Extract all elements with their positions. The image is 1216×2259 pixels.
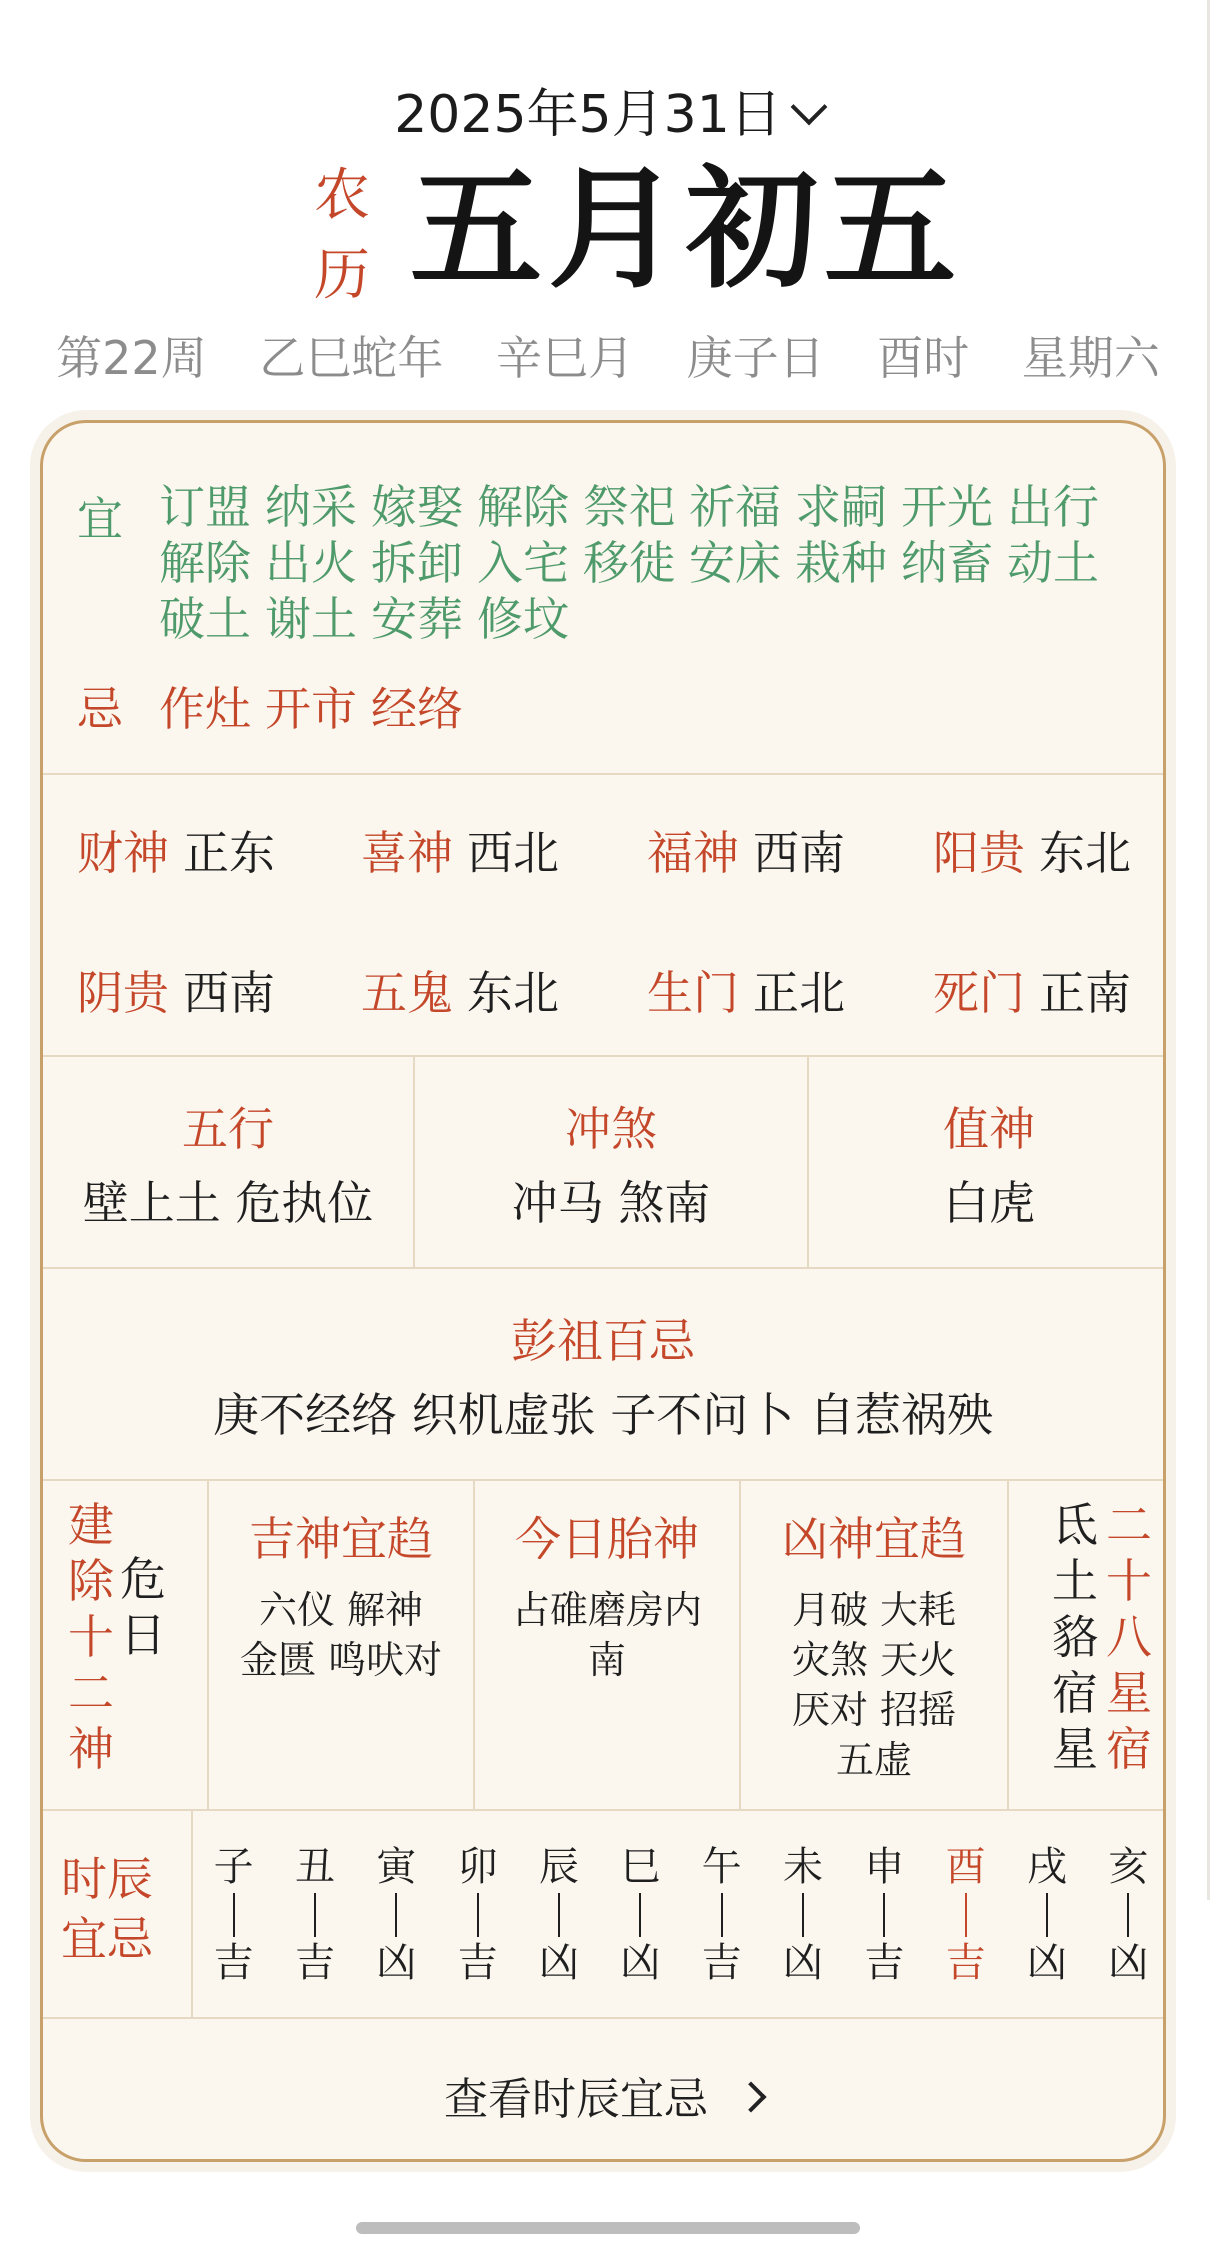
xiongshen-title: 凶神宜趋 xyxy=(782,1512,966,1566)
hour-branch: 子 xyxy=(213,1844,254,1890)
view-hours-button[interactable] xyxy=(43,2063,1163,2127)
yi-item: 栽种 xyxy=(795,536,887,590)
god-shengmen xyxy=(647,957,845,1023)
hour-separator xyxy=(233,1893,235,1937)
hour-separator xyxy=(883,1893,885,1937)
jishen-title: 吉神宜趋 xyxy=(249,1512,433,1566)
ji-item: 开市 xyxy=(265,682,357,736)
xiusu-value-char: 貉 xyxy=(1052,1610,1098,1664)
god-value: 正北 xyxy=(753,966,845,1020)
god-yanggui xyxy=(933,817,1131,883)
xiusu-title xyxy=(1103,1497,1155,1777)
yi-item: 破土 xyxy=(159,592,251,646)
hour-branch: 丑 xyxy=(295,1844,335,1890)
jianchu-value xyxy=(117,1551,169,1663)
yi-item: 动土 xyxy=(1007,536,1099,590)
hour-separator xyxy=(965,1893,967,1937)
ji-list xyxy=(159,673,477,739)
xiusu-title-char: 八 xyxy=(1106,1610,1152,1664)
hour-branch: 未 xyxy=(783,1844,823,1890)
hour-branch: 午 xyxy=(701,1844,742,1890)
hour-luck: 吉 xyxy=(213,1940,254,1986)
yi-ji-section xyxy=(43,423,1163,773)
hour-item[interactable] xyxy=(204,1844,264,1986)
xiongshen-value xyxy=(741,1585,1007,1785)
wuxing-value: 壁上土 危执位 xyxy=(82,1176,374,1230)
yi-item: 拆卸 xyxy=(371,536,463,590)
jianchu-title-char: 神 xyxy=(68,1722,114,1776)
yi-item: 出行 xyxy=(1007,480,1099,534)
hour-item[interactable] xyxy=(1098,1844,1158,1986)
divider xyxy=(43,2017,1163,2019)
yi-item: 祭祀 xyxy=(583,480,675,534)
gods-section xyxy=(43,775,1163,1055)
divider xyxy=(807,1057,809,1267)
yi-label: 宜 xyxy=(77,492,123,546)
god-value: 正东 xyxy=(183,826,275,880)
god-wugui xyxy=(361,957,559,1023)
solar-date: 2025年5月31日 xyxy=(394,85,782,145)
divider xyxy=(413,1057,415,1267)
yi-item: 开光 xyxy=(901,480,993,534)
hour-separator xyxy=(802,1893,804,1937)
jishen-value xyxy=(209,1585,473,1685)
hour-separator xyxy=(477,1893,479,1937)
hour-separator xyxy=(721,1893,723,1937)
god-simen xyxy=(933,957,1131,1023)
yi-item: 谢土 xyxy=(265,592,357,646)
hour-item[interactable] xyxy=(610,1844,670,1986)
xiusu-value xyxy=(1049,1497,1101,1777)
ji-item: 经络 xyxy=(371,682,463,736)
yi-item: 求嗣 xyxy=(795,480,887,534)
hour-item[interactable] xyxy=(1017,1844,1077,1986)
hour-item[interactable] xyxy=(529,1844,589,1986)
hour-item[interactable] xyxy=(773,1844,833,1986)
lunar-tag-char: 历 xyxy=(314,243,370,308)
xiusu-value-char: 氐 xyxy=(1052,1498,1098,1552)
god-fushen xyxy=(647,817,845,883)
jianchu-title-chars xyxy=(65,1497,117,1777)
hour-luck: 凶 xyxy=(783,1940,823,1986)
hour-luck: 凶 xyxy=(376,1940,417,1986)
xiongshen-line: 厌对 招摇 xyxy=(791,1688,957,1732)
hour-ganzhi: 酉时 xyxy=(877,331,970,385)
hours-label-lines xyxy=(57,1849,157,1969)
xiusu-title-char: 十 xyxy=(1106,1554,1152,1608)
xiusu-value-chars xyxy=(1049,1497,1101,1777)
pengzu-value: 庚不经络 织机虚张 子不问卜 自惹祸殃 xyxy=(213,1388,993,1442)
jianchu-value-char: 危 xyxy=(120,1552,166,1606)
hours-label-line: 时辰 xyxy=(61,1852,153,1906)
jianchu-title-char: 十 xyxy=(68,1610,114,1664)
scrollbar[interactable] xyxy=(1207,0,1210,1900)
wuxing-title: 五行 xyxy=(182,1102,274,1156)
god-value: 西南 xyxy=(183,966,275,1020)
hour-branch: 巳 xyxy=(620,1844,661,1890)
hour-luck: 凶 xyxy=(620,1940,661,1986)
lunar-date: 五月初五 xyxy=(410,152,962,307)
god-value: 正南 xyxy=(1039,966,1131,1020)
yi-item: 纳畜 xyxy=(901,536,993,590)
xiusu-value-char: 星 xyxy=(1052,1722,1098,1776)
hours-label-line: 宜忌 xyxy=(61,1912,153,1966)
hour-separator xyxy=(1127,1893,1129,1937)
year-ganzhi: 乙巳蛇年 xyxy=(259,331,444,385)
god-key: 五鬼 xyxy=(361,966,453,1020)
god-key: 阳贵 xyxy=(933,826,1025,880)
xiongshen-line: 灾煞 天火 xyxy=(791,1638,957,1682)
taishen-title: 今日胎神 xyxy=(515,1512,699,1566)
yi-item: 解除 xyxy=(159,536,251,590)
chevron-down-icon xyxy=(790,89,827,126)
week-number: 第22周 xyxy=(56,331,207,385)
hour-item[interactable] xyxy=(936,1844,996,1986)
yi-item: 修坟 xyxy=(477,592,569,646)
xiusu-value-char: 宿 xyxy=(1052,1666,1098,1720)
ji-label: 忌 xyxy=(77,682,123,736)
taishen-line: 占碓磨房内 xyxy=(511,1588,702,1632)
hour-item[interactable] xyxy=(366,1844,426,1986)
hour-item[interactable] xyxy=(692,1844,752,1986)
day-ganzhi: 庚子日 xyxy=(686,331,825,385)
hour-separator xyxy=(395,1893,397,1937)
xiongshen-line: 月破 大耗 xyxy=(791,1588,957,1632)
xiusu-title-char: 二 xyxy=(1106,1498,1152,1552)
chongsha-value: 冲马 煞南 xyxy=(511,1176,711,1230)
yi-item: 移徙 xyxy=(583,536,675,590)
yi-item: 订盟 xyxy=(159,480,251,534)
hour-branch: 酉 xyxy=(945,1844,986,1890)
month-ganzhi: 辛巳月 xyxy=(495,331,634,385)
jishen-line: 六仪 解神 xyxy=(258,1588,424,1632)
yi-item: 入宅 xyxy=(477,536,569,590)
xiusu-title-char: 星 xyxy=(1106,1666,1152,1720)
jianchu-title-char: 除 xyxy=(68,1554,114,1608)
hour-branch: 申 xyxy=(864,1844,905,1890)
ganzhi-info xyxy=(0,322,1216,388)
jianchu-value-char: 日 xyxy=(120,1608,166,1662)
jianchu-title xyxy=(65,1497,117,1777)
hour-item[interactable] xyxy=(285,1844,345,1986)
pengzu-section xyxy=(43,1269,1163,1479)
yi-item: 纳采 xyxy=(265,480,357,534)
yi-item: 安葬 xyxy=(371,592,463,646)
chevron-right-icon xyxy=(735,2081,766,2112)
hour-luck: 凶 xyxy=(1108,1940,1149,1986)
hour-branch: 辰 xyxy=(539,1844,579,1890)
hour-branch: 卯 xyxy=(457,1844,498,1890)
home-indicator[interactable] xyxy=(356,2222,860,2234)
shen-row xyxy=(43,1481,1163,1809)
hours-section xyxy=(43,1811,1163,2017)
hour-luck: 吉 xyxy=(295,1940,335,1986)
info-row xyxy=(43,1057,1163,1267)
hour-separator xyxy=(314,1893,316,1937)
hour-separator xyxy=(639,1893,641,1937)
jishen-line: 金匮 鸣吠对 xyxy=(239,1638,443,1682)
hour-separator xyxy=(558,1893,560,1937)
zhishen-value: 白虎 xyxy=(943,1176,1035,1230)
weekday: 星期六 xyxy=(1021,331,1160,385)
taishen-line: 南 xyxy=(587,1638,626,1682)
god-xishen xyxy=(361,817,559,883)
yi-item: 出火 xyxy=(265,536,357,590)
god-key: 福神 xyxy=(647,826,739,880)
yi-item: 安床 xyxy=(689,536,781,590)
hour-branch: 戌 xyxy=(1027,1844,1067,1890)
jianchu-title-char: 二 xyxy=(68,1666,114,1720)
hour-branch: 亥 xyxy=(1108,1844,1149,1890)
xiusu-title-char: 宿 xyxy=(1106,1722,1152,1776)
hour-luck: 吉 xyxy=(864,1940,905,1986)
lunar-tag-char: 农 xyxy=(314,163,370,228)
view-hours-label: 查看时辰宜忌 xyxy=(444,2074,708,2125)
god-key: 生门 xyxy=(647,966,739,1020)
hour-branch: 寅 xyxy=(376,1844,417,1890)
almanac-card xyxy=(40,420,1166,2162)
chongsha-title: 冲煞 xyxy=(565,1102,657,1156)
hour-item[interactable] xyxy=(448,1844,508,1986)
god-key: 喜神 xyxy=(361,826,453,880)
xiongshen-line: 五虚 xyxy=(835,1738,912,1782)
date-selector[interactable] xyxy=(0,72,1216,147)
lunar-tag xyxy=(312,156,372,316)
hour-item[interactable] xyxy=(854,1844,914,1986)
yi-item: 祈福 xyxy=(689,480,781,534)
god-value: 西南 xyxy=(753,826,845,880)
xiusu-value-char: 土 xyxy=(1052,1554,1098,1608)
god-key: 死门 xyxy=(933,966,1025,1020)
hour-luck: 吉 xyxy=(457,1940,498,1986)
xiusu-title-chars xyxy=(1103,1497,1155,1777)
god-caishen xyxy=(77,817,275,883)
god-yingui xyxy=(77,957,275,1023)
divider xyxy=(1007,1481,1009,1809)
hour-luck: 吉 xyxy=(945,1940,986,1986)
yi-item: 嫁娶 xyxy=(371,480,463,534)
taishen-value xyxy=(475,1585,739,1685)
hour-luck: 凶 xyxy=(1027,1940,1067,1986)
jianchu-value-chars xyxy=(117,1551,169,1663)
god-value: 东北 xyxy=(1039,826,1131,880)
hours-row xyxy=(193,1844,1166,2007)
jianchu-title-char: 建 xyxy=(68,1498,114,1552)
hour-separator xyxy=(1046,1893,1048,1937)
god-value: 东北 xyxy=(467,966,559,1020)
god-key: 阴贵 xyxy=(77,966,169,1020)
hours-label xyxy=(57,1849,157,1969)
zhishen-title: 值神 xyxy=(943,1102,1035,1156)
ji-item: 作灶 xyxy=(159,682,251,736)
pengzu-title: 彭祖百忌 xyxy=(511,1314,695,1368)
god-key: 财神 xyxy=(77,826,169,880)
yi-item: 解除 xyxy=(477,480,569,534)
god-value: 西北 xyxy=(467,826,559,880)
hour-luck: 凶 xyxy=(539,1940,579,1986)
hour-luck: 吉 xyxy=(701,1940,742,1986)
yi-list xyxy=(159,479,1149,647)
